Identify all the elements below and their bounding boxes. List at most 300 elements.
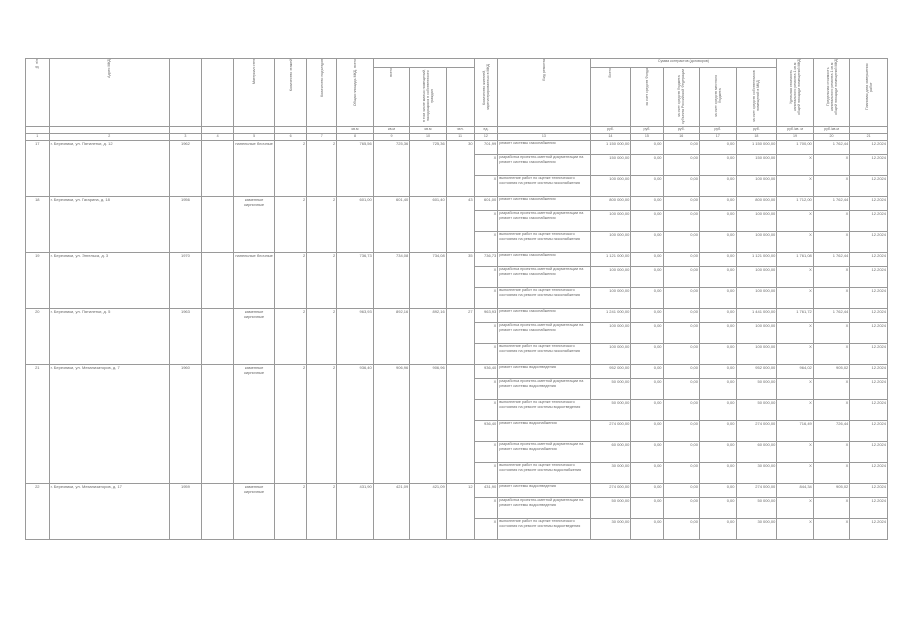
owners-cell: 30 000,00 <box>736 519 777 540</box>
year2-cell <box>202 365 234 484</box>
local-cell: 0,00 <box>700 519 736 540</box>
residents-cell: 30 <box>446 141 474 197</box>
mark-cell: X <box>474 400 498 421</box>
fund-cell: 0,00 <box>631 155 663 176</box>
date-cell: 12.2024 <box>850 519 888 540</box>
sum-total-cell: 952 000,00 <box>590 365 631 379</box>
date-cell: 12.2024 <box>850 323 888 344</box>
area-living-cell: 725,36 <box>410 141 446 197</box>
fund-cell: 0,00 <box>631 253 663 267</box>
address-cell: г. Березники, ул. Механизаторов, д. 7 <box>49 365 169 484</box>
local-cell: 0,00 <box>700 309 736 323</box>
sum-total-cell: 100 000,00 <box>590 232 631 253</box>
work-type-cell: разработка проектно-сметной документации на ремонт системы газоснабжения <box>498 323 590 344</box>
unit-cell <box>275 127 307 134</box>
work-type-cell: ремонт системы газоснабжения <box>498 309 590 323</box>
date-cell: 12.2024 <box>850 211 888 232</box>
owners-cell: 50 000,00 <box>736 400 777 421</box>
sum-total-cell: 150 000,00 <box>590 155 631 176</box>
capital-repair-table-sheet <box>25 58 888 578</box>
unit-cell: руб./кв. м <box>777 127 813 134</box>
unit-cost-cell: X <box>777 463 813 484</box>
work-type-cell: ремонт системы газоснабжения <box>498 253 590 267</box>
column-number-cell: 13 <box>498 134 590 141</box>
owners-cell: 1 441 000,00 <box>736 309 777 323</box>
column-number-cell: 12 <box>474 134 498 141</box>
date-cell: 12.2024 <box>850 484 888 498</box>
year-cell: 1959 <box>169 484 201 540</box>
work-type-cell: выполнение работ по оценке технического состояния на ремонт системы водоснабжения <box>498 463 590 484</box>
column-number-cell: 14 <box>590 134 631 141</box>
entrances-cell: 2 <box>307 141 337 197</box>
table-row <box>26 141 888 155</box>
sum-total-cell: 274 000,00 <box>590 484 631 498</box>
mark-cell: X <box>474 442 498 463</box>
mark-cell: 963,93 <box>474 309 498 323</box>
year-cell: 1963 <box>169 309 201 365</box>
area-living-cell: 421,09 <box>410 484 446 540</box>
entrances-cell: 2 <box>307 365 337 484</box>
region-cell: 0,00 <box>663 379 699 400</box>
owners-cell: 50 000,00 <box>736 498 777 519</box>
header-area-total: Общая площадь МКД, всего <box>337 59 373 127</box>
owners-cell: 100 000,00 <box>736 323 777 344</box>
entrances-cell: 2 <box>307 309 337 365</box>
header-area-all: всего <box>373 68 409 127</box>
work-type-cell: разработка проектно-сметной документации на ремонт системы водоотведения <box>498 379 590 400</box>
region-cell: 0,00 <box>663 253 699 267</box>
owners-cell: 100 000,00 <box>736 267 777 288</box>
column-number-cell: 2 <box>49 134 169 141</box>
floors-cell: 2 <box>275 197 307 253</box>
wall-material-cell: панельные блочные <box>234 253 275 309</box>
fund-cell: 0,00 <box>631 211 663 232</box>
local-cell: 0,00 <box>700 365 736 379</box>
entrances-cell: 2 <box>307 197 337 253</box>
mark-cell: X <box>474 379 498 400</box>
local-cell: 0,00 <box>700 232 736 253</box>
mark-cell: X <box>474 267 498 288</box>
unit-cost-cell: X <box>777 211 813 232</box>
unit-cell <box>498 127 590 134</box>
mark-cell: X <box>474 232 498 253</box>
repair-plan-table <box>25 58 888 540</box>
owners-cell: 952 000,00 <box>736 365 777 379</box>
unit-cost-cell: X <box>777 442 813 463</box>
local-cell: 0,00 <box>700 400 736 421</box>
floors-cell: 2 <box>275 365 307 484</box>
region-cell: 0,00 <box>663 176 699 197</box>
mark-cell: X <box>474 498 498 519</box>
mark-cell: 601,00 <box>474 197 498 211</box>
fund-cell: 0,00 <box>631 323 663 344</box>
unit-cost-cell: X <box>777 379 813 400</box>
mark-cell: 936,40 <box>474 421 498 442</box>
fund-cell: 0,00 <box>631 400 663 421</box>
unit-cell: кв.м <box>373 127 409 134</box>
local-cell: 0,00 <box>700 253 736 267</box>
table-row <box>26 309 888 323</box>
residents-cell: 43 <box>446 197 474 253</box>
local-cell: 0,00 <box>700 267 736 288</box>
fund-cell: 0,00 <box>631 379 663 400</box>
region-cell: 0,00 <box>663 400 699 421</box>
sum-total-cell: 100 000,00 <box>590 323 631 344</box>
unit-cell <box>307 127 337 134</box>
region-cell: 0,00 <box>663 484 699 498</box>
column-number-cell: 19 <box>777 134 813 141</box>
unit-cost-cell: X <box>777 155 813 176</box>
work-type-cell: разработка проектно-сметной документации на ремонт системы водоснабжения <box>498 442 590 463</box>
header-unit-cost: Удельная стоимость капитального ремонта 1 кв.м общей площади помещений МКД <box>777 59 813 127</box>
mark-cell: X <box>474 288 498 309</box>
region-cell: 0,00 <box>663 141 699 155</box>
mark-cell: X <box>474 155 498 176</box>
unit-cost-cell: X <box>777 176 813 197</box>
max-cost-cell: X <box>813 442 849 463</box>
date-cell: 12.2024 <box>850 267 888 288</box>
owners-cell: 30 000,00 <box>736 463 777 484</box>
column-number-cell: 3 <box>169 134 201 141</box>
local-cell: 0,00 <box>700 197 736 211</box>
unit-cell <box>202 127 234 134</box>
local-cell: 0,00 <box>700 421 736 442</box>
row-number: 18 <box>26 197 50 253</box>
fund-cell: 0,00 <box>631 498 663 519</box>
sum-total-cell: 50 000,00 <box>590 400 631 421</box>
fund-cell: 0,00 <box>631 267 663 288</box>
mark-cell: X <box>474 463 498 484</box>
unit-cost-cell: 1 700,00 <box>777 141 813 155</box>
max-cost-cell: X <box>813 232 849 253</box>
region-cell: 0,00 <box>663 309 699 323</box>
region-cell: 0,00 <box>663 421 699 442</box>
fund-cell: 0,00 <box>631 442 663 463</box>
column-number-cell: 15 <box>631 134 663 141</box>
local-cell: 0,00 <box>700 344 736 365</box>
row-number: 21 <box>26 365 50 484</box>
owners-cell: 100 000,00 <box>736 211 777 232</box>
year2-cell <box>202 197 234 253</box>
unit-cost-cell: X <box>777 232 813 253</box>
date-cell: 12.2024 <box>850 155 888 176</box>
unit-cell: руб. <box>631 127 663 134</box>
sum-total-cell: 30 000,00 <box>590 519 631 540</box>
region-cell: 0,00 <box>663 267 699 288</box>
residents-cell: 12 <box>446 484 474 540</box>
region-cell: 0,00 <box>663 232 699 253</box>
local-cell: 0,00 <box>700 323 736 344</box>
area-living-cell: 734,08 <box>410 253 446 309</box>
date-cell: 12.2024 <box>850 309 888 323</box>
area-total-cell: 431,90 <box>337 484 373 540</box>
mark-cell: 936,40 <box>474 365 498 379</box>
unit-cell: чел. <box>446 127 474 134</box>
area-living-cell: 906,96 <box>410 365 446 484</box>
date-cell: 12.2024 <box>850 463 888 484</box>
date-cell: 12.2024 <box>850 253 888 267</box>
region-cell: 0,00 <box>663 344 699 365</box>
unit-cost-cell: X <box>777 323 813 344</box>
owners-cell: 60 000,00 <box>736 442 777 463</box>
column-number-cell: 18 <box>736 134 777 141</box>
work-type-cell: разработка проектно-сметной документации на ремонт системы водоотведения <box>498 498 590 519</box>
mark-cell: X <box>474 211 498 232</box>
wall-material-cell: каменные кирпичные <box>234 197 275 253</box>
column-number-cell: 1 <box>26 134 50 141</box>
header-region: за счет средств бюджета субъекта Российской Федерации <box>663 68 699 127</box>
header-address: Адрес МКД <box>49 59 169 127</box>
work-type-cell: выполнение работ по оценке технического состояния на ремонт системы водоотведения <box>498 400 590 421</box>
fund-cell: 0,00 <box>631 365 663 379</box>
mark-cell: X <box>474 323 498 344</box>
work-type-cell: выполнение работ по оценке технического состояния на ремонт системы газоснабжения <box>498 232 590 253</box>
unit-cost-cell: X <box>777 267 813 288</box>
fund-cell: 0,00 <box>631 288 663 309</box>
max-cost-cell: X <box>813 463 849 484</box>
area-all-cell: 725,36 <box>373 141 409 197</box>
column-number-cell: 10 <box>410 134 446 141</box>
column-number-cell: 21 <box>850 134 888 141</box>
owners-cell: 50 000,00 <box>736 379 777 400</box>
header-area-comm <box>446 68 474 127</box>
date-cell: 12.2024 <box>850 498 888 519</box>
unit-cell: руб./кв.м <box>813 127 849 134</box>
sum-total-cell: 1 150 000,00 <box>590 141 631 155</box>
owners-cell: 800 000,00 <box>736 197 777 211</box>
column-numbers-row <box>26 134 888 141</box>
wall-material-cell: каменные кирпичные <box>234 309 275 365</box>
area-total-cell: 736,73 <box>337 253 373 309</box>
fund-cell: 0,00 <box>631 463 663 484</box>
local-cell: 0,00 <box>700 484 736 498</box>
fund-cell: 0,00 <box>631 197 663 211</box>
wall-material-cell: панельные блочные <box>234 141 275 197</box>
unit-cell: кв.м <box>337 127 373 134</box>
column-number-cell: 6 <box>275 134 307 141</box>
owners-cell: 100 000,00 <box>736 344 777 365</box>
max-cost-cell: 1 762,44 <box>813 253 849 267</box>
column-number-cell: 11 <box>446 134 474 141</box>
unit-cost-cell: X <box>777 344 813 365</box>
row-number: 20 <box>26 309 50 365</box>
unit-cell: руб. <box>736 127 777 134</box>
owners-cell: 100 000,00 <box>736 288 777 309</box>
year2-cell <box>202 253 234 309</box>
fund-cell: 0,00 <box>631 176 663 197</box>
unit-cell: руб. <box>590 127 631 134</box>
local-cell: 0,00 <box>700 211 736 232</box>
table-row <box>26 365 888 379</box>
date-cell: 12.2024 <box>850 421 888 442</box>
date-cell: 12.2024 <box>850 365 888 379</box>
local-cell: 0,00 <box>700 442 736 463</box>
region-cell: 0,00 <box>663 463 699 484</box>
unit-cell: ед. <box>474 127 498 134</box>
max-cost-cell: X <box>813 498 849 519</box>
fund-cell: 0,00 <box>631 141 663 155</box>
year-cell: 1960 <box>169 365 201 484</box>
unit-cell <box>49 127 169 134</box>
work-type-cell: выполнение работ по оценке технического состояния на ремонт системы газоснабжения <box>498 176 590 197</box>
max-cost-cell: 1 762,44 <box>813 141 849 155</box>
unit-cell <box>234 127 275 134</box>
max-cost-cell: X <box>813 379 849 400</box>
max-cost-cell: 726,44 <box>813 421 849 442</box>
region-cell: 0,00 <box>663 498 699 519</box>
floors-cell: 2 <box>275 141 307 197</box>
address-cell: г. Березники, ул. Пятилетки, д. 5 <box>49 309 169 365</box>
local-cell: 0,00 <box>700 379 736 400</box>
area-all-cell: 601,40 <box>373 197 409 253</box>
column-number-cell: 17 <box>700 134 736 141</box>
area-all-cell: 421,09 <box>373 484 409 540</box>
area-total-cell: 601,00 <box>337 197 373 253</box>
unit-cost-cell: X <box>777 400 813 421</box>
entrances-cell: 2 <box>307 253 337 309</box>
region-cell: 0,00 <box>663 211 699 232</box>
max-cost-cell: X <box>813 344 849 365</box>
header-sum-total: Всего <box>590 68 631 127</box>
header-floors: Количество этажей <box>275 59 307 127</box>
region-cell: 0,00 <box>663 323 699 344</box>
year2-cell <box>202 141 234 197</box>
max-cost-cell: X <box>813 211 849 232</box>
max-cost-cell: X <box>813 519 849 540</box>
sum-total-cell: 60 000,00 <box>590 442 631 463</box>
year2-cell <box>202 309 234 365</box>
sum-total-cell: 1 241 000,00 <box>590 309 631 323</box>
max-cost-cell: X <box>813 267 849 288</box>
owners-cell: 150 000,00 <box>736 155 777 176</box>
sum-total-cell: 30 000,00 <box>590 463 631 484</box>
residents-cell: 27 <box>446 309 474 365</box>
unit-cost-cell: X <box>777 498 813 519</box>
column-number-cell: 9 <box>373 134 409 141</box>
header-entrances: Количество подъездов <box>307 59 337 127</box>
unit-cost-cell: 1 761,72 <box>777 309 813 323</box>
address-cell: г. Березники, ул. Гагарина, д. 18 <box>49 197 169 253</box>
region-cell: 0,00 <box>663 519 699 540</box>
fund-cell: 0,00 <box>631 519 663 540</box>
address-cell: г. Березники, ул. Механизаторов, д. 17 <box>49 484 169 540</box>
date-cell: 12.2024 <box>850 176 888 197</box>
row-number: 19 <box>26 253 50 309</box>
table-row <box>26 484 888 498</box>
local-cell: 0,00 <box>700 155 736 176</box>
unit-cell: руб. <box>663 127 699 134</box>
date-cell: 12.2024 <box>850 442 888 463</box>
area-all-cell: 892,16 <box>373 309 409 365</box>
area-all-cell: 734,08 <box>373 253 409 309</box>
date-cell: 12.2024 <box>850 344 888 365</box>
mark-cell: X <box>474 519 498 540</box>
header-date: Плановая дата завершения работ <box>850 59 888 127</box>
work-type-cell: выполнение работ по оценке технического состояния на ремонт системы газоснабжения <box>498 344 590 365</box>
region-cell: 0,00 <box>663 288 699 309</box>
owners-cell: 1 150 000,00 <box>736 141 777 155</box>
column-number-cell: 20 <box>813 134 849 141</box>
mark-cell: 701,99 <box>474 141 498 155</box>
column-number-cell: 7 <box>307 134 337 141</box>
residents-cell: 35 <box>446 253 474 309</box>
work-type-cell: ремонт системы водоснабжения <box>498 421 590 442</box>
mark-cell: X <box>474 176 498 197</box>
area-living-cell: 892,16 <box>410 309 446 365</box>
unit-cost-cell: 1 712,00 <box>777 197 813 211</box>
header-local: за счет средств местного бюджета <box>700 68 736 127</box>
unit-cell: кв.м <box>410 127 446 134</box>
date-cell: 12.2024 <box>850 232 888 253</box>
column-number-cell: 16 <box>663 134 699 141</box>
region-cell: 0,00 <box>663 197 699 211</box>
owners-cell: 274 000,00 <box>736 484 777 498</box>
header-residents: Количество жителей, зарегистрированных в МКД <box>474 59 498 127</box>
residents-cell <box>446 365 474 484</box>
area-total-cell: 765,56 <box>337 141 373 197</box>
unit-cell <box>26 127 50 134</box>
local-cell: 0,00 <box>700 463 736 484</box>
fund-cell: 0,00 <box>631 484 663 498</box>
fund-cell: 0,00 <box>631 232 663 253</box>
row-number: 17 <box>26 141 50 197</box>
date-cell: 12.2024 <box>850 379 888 400</box>
header-year2 <box>202 59 234 127</box>
work-type-cell: ремонт системы газоснабжения <box>498 197 590 211</box>
header-work-type: Вид ремонта <box>498 59 590 127</box>
work-type-cell: выполнение работ по оценке технического состояния на ремонт системы газоснабжения <box>498 288 590 309</box>
area-total-cell: 963,93 <box>337 309 373 365</box>
sum-total-cell: 100 000,00 <box>590 288 631 309</box>
header-sum-group: Сумма контрактов (договоров) <box>590 59 777 68</box>
work-type-cell: разработка проектно-сметной документации на ремонт системы газоснабжения <box>498 155 590 176</box>
entrances-cell: 2 <box>307 484 337 540</box>
owners-cell: 100 000,00 <box>736 176 777 197</box>
floors-cell: 2 <box>275 309 307 365</box>
column-number-cell: 8 <box>337 134 373 141</box>
area-all-cell: 906,96 <box>373 365 409 484</box>
unit-cell <box>169 127 201 134</box>
date-cell: 12.2024 <box>850 197 888 211</box>
table-row <box>26 197 888 211</box>
unit-cost-cell: 844,34 <box>777 484 813 498</box>
area-total-cell: 936,40 <box>337 365 373 484</box>
sum-total-cell: 100 000,00 <box>590 211 631 232</box>
wall-material-cell: каменные кирпичные <box>234 365 275 484</box>
floors-cell: 2 <box>275 484 307 540</box>
owners-cell: 100 000,00 <box>736 232 777 253</box>
work-type-cell: разработка проектно-сметной документации на ремонт системы газоснабжения <box>498 211 590 232</box>
address-cell: г. Березники, ул. Энгельса, д. 3 <box>49 253 169 309</box>
fund-cell: 0,00 <box>631 344 663 365</box>
max-cost-cell: X <box>813 323 849 344</box>
max-cost-cell: X <box>813 176 849 197</box>
sum-total-cell: 100 000,00 <box>590 176 631 197</box>
header-max-cost: Предельная стоимость капитального ремонта 1 кв.м общей площади помещений МКД <box>813 59 849 127</box>
header-no: № п/п <box>26 59 50 127</box>
table-row <box>26 253 888 267</box>
address-cell: г. Березники, ул. Пятилетки, д. 12 <box>49 141 169 197</box>
max-cost-cell: 905,02 <box>813 365 849 379</box>
column-number-cell: 5 <box>234 134 275 141</box>
year-cell: 1970 <box>169 253 201 309</box>
sum-total-cell: 1 121 000,00 <box>590 253 631 267</box>
mark-cell: X <box>474 344 498 365</box>
local-cell: 0,00 <box>700 498 736 519</box>
year-cell: 1962 <box>169 141 201 197</box>
max-cost-cell: X <box>813 155 849 176</box>
unit-cost-cell: 716,49 <box>777 421 813 442</box>
